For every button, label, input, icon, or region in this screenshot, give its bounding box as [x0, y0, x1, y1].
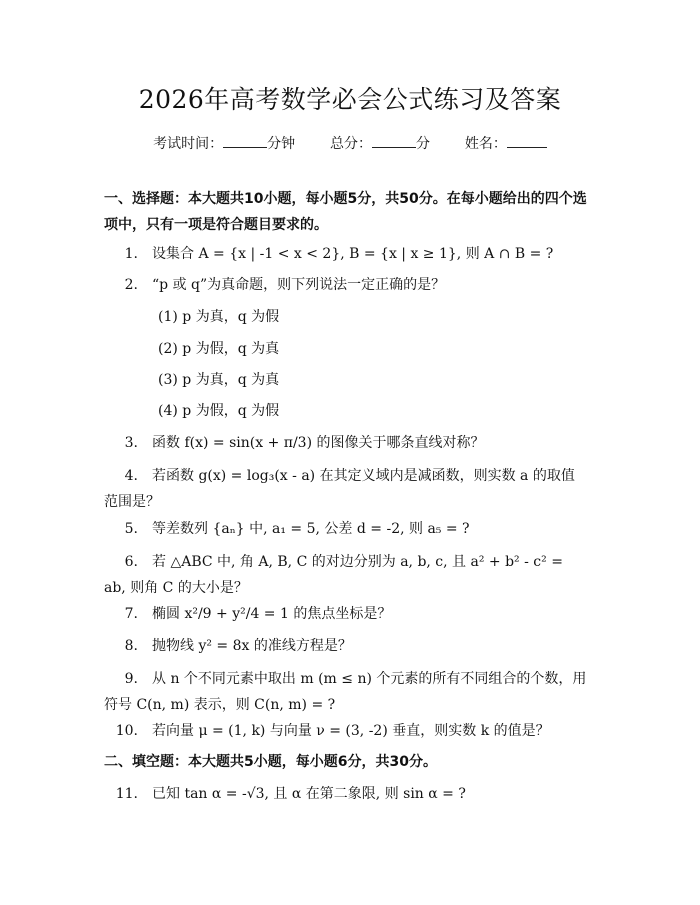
page-title: 2026年高考数学必会公式练习及答案: [138, 85, 562, 114]
question-11: [112, 781, 604, 807]
question-8: [112, 633, 604, 659]
question-text: 椭圆 x²/9 + y²/4 = 1 的焦点坐标是？: [152, 606, 392, 622]
question-text: 抛物线 y² = 8x 的准线方程是？: [152, 638, 352, 654]
question-1: [112, 241, 604, 267]
question-10: [112, 718, 604, 744]
question-text: 从 n 个不同元素中取出 m (m ≤ n) 个元素的所有不同组合的个数，用: [152, 671, 587, 687]
question-number: 11.: [115, 786, 138, 802]
question-text-cont: ab, 则角 C 的大小是？: [104, 580, 248, 596]
time-unit: 分钟: [267, 136, 296, 152]
name-label: 姓名：: [464, 136, 507, 152]
question-text-cont: 符号 C(n, m) 表示，则 C(n, m) = ?: [104, 697, 336, 713]
question-number: 4.: [124, 468, 138, 484]
question-number: 9.: [124, 671, 138, 687]
question-number: 6.: [124, 554, 138, 570]
section-heading-line: 项中，只有一项是符合题目要求的。: [104, 217, 328, 233]
score-unit: 分: [416, 136, 430, 152]
option-item: (1) p 为真，q 为假: [158, 309, 280, 325]
question-6: [104, 549, 604, 601]
time-blank: [223, 133, 267, 148]
question-7: [112, 601, 604, 627]
question-text: 已知 tan α = -√3, 且 α 在第二象限, 则 sin α = ?: [152, 786, 466, 802]
question-5: [112, 516, 604, 542]
score-blank: [372, 133, 416, 148]
question-number: 5.: [124, 521, 138, 537]
time-label: 考试时间：: [153, 136, 224, 152]
question-text: 若函数 g(x) = log₃(x - a) 在其定义域内是减函数，则实数 a 的取值: [152, 468, 575, 484]
question-number: 7.: [124, 606, 138, 622]
question-9: [104, 666, 604, 718]
question-2: [112, 272, 604, 298]
question-text: “p 或 q”为真命题，则下列说法一定正确的是？: [152, 277, 446, 293]
question-text: 若向量 μ = (1, k) 与向量 ν = (3, -2) 垂直，则实数 k 的值是？: [152, 723, 550, 739]
question-number: 8.: [124, 638, 138, 654]
name-blank: [507, 133, 547, 148]
question-4: [104, 463, 604, 515]
question-number: 3.: [124, 435, 138, 451]
question-number: 10.: [115, 723, 138, 739]
option-item: (3) p 为真，q 为真: [158, 372, 280, 388]
section-heading-choice: [104, 186, 596, 238]
option-item: (2) p 为假，q 为真: [158, 341, 280, 357]
option-item: (4) p 为假，q 为假: [158, 403, 280, 419]
question-number: 2.: [124, 277, 138, 293]
question-3: [112, 430, 604, 456]
exam-info-row: [0, 133, 700, 153]
question-text: 等差数列 {aₙ} 中, a₁ = 5, 公差 d = -2, 则 a₅ = ?: [152, 521, 470, 537]
question-number: 1.: [124, 246, 138, 262]
section-heading-fill: 二、填空题：本大题共5小题，每小题6分，共30分。: [104, 754, 437, 770]
question-text-cont: 范围是？: [104, 494, 160, 510]
question-text: 函数 f(x) = sin(x + π/3) 的图像关于哪条直线对称？: [152, 435, 485, 451]
score-label: 总分：: [330, 136, 372, 152]
section-heading-line: 一、选择题：本大题共10小题，每小题5分，共50分。在每小题给出的四个选: [104, 191, 587, 207]
question-text: 若 △ABC 中, 角 A, B, C 的对边分别为 a, b, c, 且 a² + b² - c² =: [152, 554, 563, 570]
question-text: 设集合 A = {x | -1 < x < 2}, B = {x | x ≥ 1}, 则 A ∩ B = ?: [152, 246, 554, 262]
